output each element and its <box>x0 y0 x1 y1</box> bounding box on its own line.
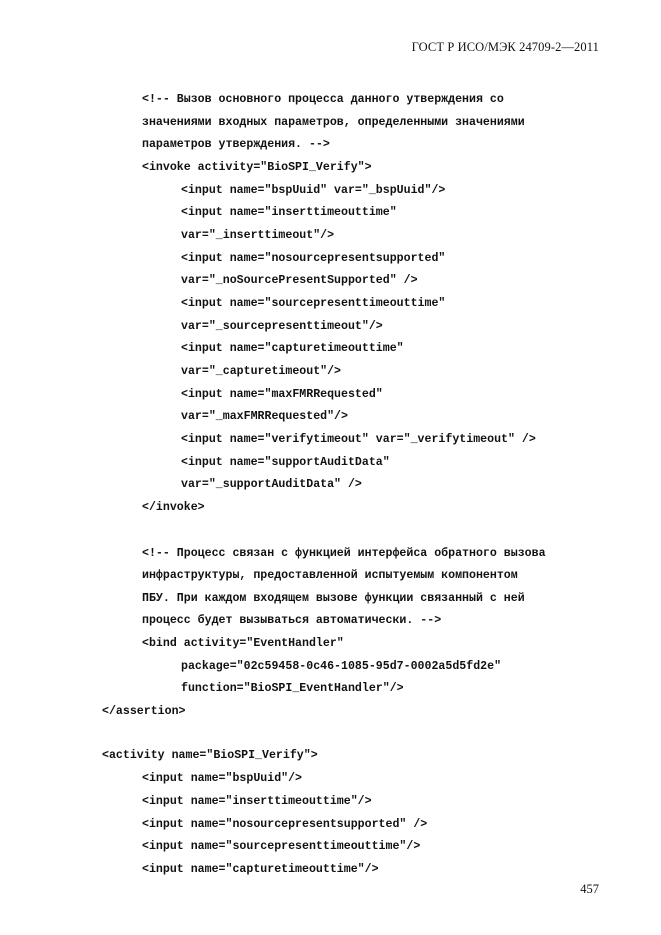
code-line: var="_inserttimeout"/> <box>181 229 335 242</box>
code-line: <input name="maxFMRRequested" <box>181 388 383 401</box>
code-line: var="_capturetimeout"/> <box>181 365 342 378</box>
code-line: var="_supportAuditData" /> <box>181 478 362 491</box>
code-line: параметров утверждения. --> <box>142 138 330 151</box>
code-line: </invoke> <box>142 501 205 514</box>
code-line: значениями входных параметров, определенными значениями <box>142 116 525 129</box>
page-number: 457 <box>580 882 599 896</box>
code-line: <!-- Процесс связан с функцией интерфейса обратного вызова <box>142 547 546 560</box>
code-line: <input name="sourcepresenttimeouttime" <box>181 297 446 310</box>
code-line: <bind activity="EventHandler" <box>142 637 344 650</box>
code-line: <input name="sourcepresenttimeouttime"/> <box>142 840 421 853</box>
code-line: <input name="capturetimeouttime"/> <box>142 863 379 876</box>
code-line: var="_maxFMRRequested"/> <box>181 410 348 423</box>
code-line: <input name="nosourcepresentsupported" <box>181 252 446 265</box>
code-line: <input name="nosourcepresentsupported" /> <box>142 818 428 831</box>
code-line: ПБУ. При каждом входящем вызове функции связанный с ней <box>142 592 525 605</box>
code-line: <input name="verifytimeout" var="_verifytimeout" /> <box>181 433 536 446</box>
code-line: <input name="bspUuid"/> <box>142 772 303 785</box>
code-line: инфраструктуры, предоставленной испытуемым компонентом <box>142 569 518 582</box>
code-line: package="02c59458-0c46-1085-95d7-0002a5d5fd2e" <box>181 660 502 673</box>
code-line: <invoke activity="BioSPI_Verify"> <box>142 161 372 174</box>
code-line: <input name="bspUuid" var="_bspUuid"/> <box>181 184 446 197</box>
code-line: </assertion> <box>102 705 186 718</box>
code-line: var="_noSourcePresentSupported" /> <box>181 274 418 287</box>
code-line: <activity name="BioSPI_Verify"> <box>102 749 318 762</box>
code-line: <!-- Вызов основного процесса данного утверждения со <box>142 93 504 106</box>
code-line: процесс будет вызываться автоматически. --> <box>142 614 442 627</box>
code-line: <input name="supportAuditData" <box>181 456 390 469</box>
code-line: <input name="inserttimeouttime" <box>181 206 397 219</box>
document-header: ГОСТ Р ИСО/МЭК 24709-2—2011 <box>411 40 599 54</box>
code-line: function="BioSPI_EventHandler"/> <box>181 682 404 695</box>
code-line: <input name="capturetimeouttime" <box>181 342 404 355</box>
code-line: <input name="inserttimeouttime"/> <box>142 795 372 808</box>
code-line: var="_sourcepresenttimeout"/> <box>181 320 383 333</box>
